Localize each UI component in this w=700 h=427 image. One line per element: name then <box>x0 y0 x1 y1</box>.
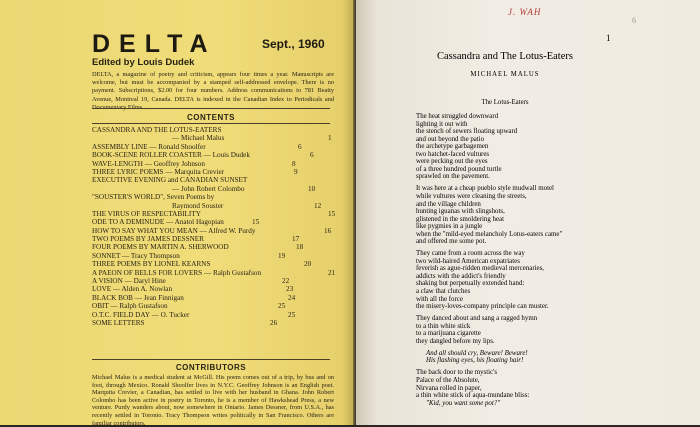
contents-item-title: HOW TO SAY WHAT YOU MEAN — Alfred W. Purdy <box>92 226 256 235</box>
poem-line: while vultures were cleaning the streets, <box>416 192 527 200</box>
poem-line: to a thin white stick <box>416 322 471 330</box>
poem-line: the archetype garbagemen <box>416 143 489 151</box>
contents-item <box>92 202 336 210</box>
poem-body <box>416 113 651 407</box>
contents-item-title: BOOK-SCENE ROLLER COASTER — Louis Dudek <box>92 151 250 160</box>
poem-line: sprawled on the pavement. <box>416 173 490 181</box>
poem-line: the stench of sewers floating upward <box>416 128 518 136</box>
contents-item-page: 20 <box>304 260 312 269</box>
contents-item-title: SOME LETTERS <box>92 318 145 327</box>
contents-item-title: THREE POEMS BY LIONEL KEARNS <box>92 260 211 269</box>
contributors-heading: CONTRIBUTORS <box>175 363 247 372</box>
divider <box>92 123 330 124</box>
contents-item-page: 19 <box>278 251 286 260</box>
contents-item-title: OBIT — Ralph Gustafson <box>92 302 168 311</box>
contents-item-page: 24 <box>288 293 296 302</box>
divider <box>92 108 330 109</box>
contents-item <box>92 126 336 134</box>
contents-item <box>92 143 336 151</box>
contents-item-page: 23 <box>286 285 294 294</box>
contents-item <box>92 151 336 159</box>
contents-item-page: 9 <box>294 167 298 176</box>
poem-line: lighting it out with <box>416 120 468 128</box>
poem-line: It was here at a cheap pueblo style mudwall motel <box>416 185 554 193</box>
contents-item-page: 16 <box>324 226 332 235</box>
contents-item-title: TWO POEMS BY JAMES DESSNER <box>92 235 204 244</box>
contents-item-title: O.T.C. FIELD DAY — O. Tucker <box>92 310 190 319</box>
poem-line: to a marijuana cigarette <box>416 330 481 338</box>
contents-item-title: ASSEMBLY LINE — Ronald Shoolfer <box>92 142 206 151</box>
poem-line: His flashing eyes, his floating hair! <box>426 357 524 365</box>
divider <box>92 359 330 360</box>
contents-item-page: 22 <box>282 277 290 286</box>
article-author: MICHAEL MALUS <box>470 71 540 78</box>
poem-line: Palace of the Absolute, <box>416 377 480 384</box>
poem-line: The back door to the mystic's <box>416 369 498 377</box>
poem-line: when the "mild-eyed melancholy Lotus-eaters came" <box>416 230 563 238</box>
contents-item <box>92 302 336 310</box>
contents-item <box>92 185 336 193</box>
contents-item-title: CASSANDRA AND THE LOTUS-EATERS <box>92 126 222 134</box>
contents-item <box>92 243 336 251</box>
page-number: 1 <box>606 33 611 43</box>
poem-line: They came from a room across the way <box>416 250 525 258</box>
poem-line: hunting iguanas with slingshots, <box>416 208 505 216</box>
contents-item <box>92 235 336 243</box>
poem-line: two wild-haired American expatriates <box>416 257 520 265</box>
contributors-text: Michael Malus is a medical student at McGill. His poem comes out of a trip, by bus and on foot, through Mexico. Ronald Shoolfer lives in N.Y.C. Geoffrey Johnson is an English poet. Marquita Crevier, a Canadian, has settled to live with her husband in Ghana. John Robert Colombo has been active in poetry in Toronto, he is a member of Hawkshead Press, a new venture. Purdy wanders about, now somewhere in Ontario. James Dessner, from U.S.A., has recently settled in Toronto. Tracy Thompson writes politically in San Francisco. Others are familiar contributors. <box>92 374 334 427</box>
contents-item <box>92 210 336 218</box>
poem-line: with all the force <box>416 295 463 303</box>
magazine-description: DELTA, a magazine of poetry and criticism, appears four times a year. Manuscripts are welcome, but must be accompanied by a stamped self-addressed envelope. There is no payment. Subscriptions, $2.00 for four numbers. Address communications to 781 Beatty Avenue, Montreal 19, Canada. DELTA is indexed in the Canadian Index to Periodicals and <box>92 71 334 103</box>
editor-line: Edited by Louis Dudek <box>92 57 195 68</box>
table-of-contents <box>92 126 336 327</box>
contents-item-page: 15 <box>252 218 260 227</box>
contents-item-title: FOUR POEMS BY MARTIN A. SHERWOOD <box>92 243 229 252</box>
contents-item-page: 25 <box>278 302 286 311</box>
contents-item-title: WAVE-LENGTH — Geoffrey Johnson <box>92 159 205 168</box>
contents-item-title: SONNET — Tracy Thompson <box>92 251 180 260</box>
contents-item-page: 17 <box>292 235 300 244</box>
contents-item <box>92 176 336 184</box>
contents-item-title: A VISION — Daryl Hine <box>92 277 166 286</box>
contents-item-title: "SOUSTER'S WORLD", Seven Poems by <box>92 193 215 202</box>
contents-heading: CONTENTS <box>187 113 235 122</box>
poem-line: of a three hundred pound turtle <box>416 165 502 173</box>
contents-item-page: 1 <box>328 134 332 143</box>
contents-item-page: 15 <box>328 209 336 218</box>
contents-item-title: THREE LYRIC POEMS — Marquita Crevier <box>92 167 225 176</box>
contents-item-title: LOVE — Alden A. Nowlan <box>92 285 173 294</box>
poem-line: were pecking out the eyes <box>416 158 488 166</box>
contents-item <box>92 227 336 235</box>
poem-line: and the village children <box>416 200 481 208</box>
contents-item-title: A PAEON OF BELLS FOR LOVERS — Ralph Gustafson <box>92 268 262 277</box>
contents-item <box>92 252 336 260</box>
contents-item <box>92 269 336 277</box>
contents-item-page: 6 <box>310 151 314 160</box>
contents-item-page: 25 <box>288 310 296 319</box>
contents-item-page: 8 <box>292 159 296 168</box>
contents-item <box>92 193 336 201</box>
contents-item <box>92 160 336 168</box>
contents-item-page: 26 <box>270 318 278 327</box>
masthead: DELTA <box>92 30 217 58</box>
poem-line: a claw that clutches <box>416 288 471 296</box>
poem-line: shaking but perpetually extended hand: <box>416 280 525 288</box>
poem-line: And all should cry, Beware! Beware! <box>426 349 528 357</box>
contents-item <box>92 285 336 293</box>
contents-item-title: THE VIRUS OF RESPECTABILITY <box>92 209 201 218</box>
poem-line: feverish as ague-ridden medieval mercenaries, <box>416 265 544 273</box>
contents-item-page: 12 <box>314 201 322 210</box>
poem-line: They danced about and sang a ragged hymn <box>416 315 538 323</box>
contents-item-page: 18 <box>296 243 304 252</box>
contents-item-title: Raymond Souster <box>172 201 224 210</box>
issue-date: Sept., 1960 <box>262 37 325 51</box>
poem-line: addicts with the addict's friendly <box>416 272 506 280</box>
contents-item-page: 6 <box>298 142 302 151</box>
handwritten-note: J. WAH <box>508 7 542 17</box>
contents-item-title: ODE TO A DEMINUDE — Anatol Hagopian <box>92 218 224 227</box>
poem-line: and out beyond the patio <box>416 135 485 143</box>
contents-item-title: EXECUTIVE EVENING and CANADIAN SUNSET <box>92 176 248 185</box>
contents-item <box>92 218 336 226</box>
poem-line: the misery-loves-company principle can muster. <box>416 303 549 311</box>
poem-line: a thin white stick of aqua-mundane bliss: <box>416 392 530 400</box>
poem-line: and offered me some pot. <box>416 238 487 246</box>
contents-item-page: 10 <box>308 184 316 193</box>
poem-line: Nirvana rolled in paper, <box>416 384 482 392</box>
contents-item <box>92 134 336 142</box>
poem-line: like pygmies in a jungle <box>416 223 483 231</box>
contents-item <box>92 277 336 285</box>
contents-item <box>92 294 336 302</box>
contents-item-title: BLACK BOB — Jean Finnigan <box>92 293 184 302</box>
contents-item-title: — John Robert Colombo <box>172 184 245 193</box>
poem-line: "Kid, you want some pot?" <box>426 399 501 407</box>
contents-item-title: — Michael Malus <box>172 134 225 143</box>
poem-line: The heat struggled downward <box>416 113 499 120</box>
contents-item <box>92 260 336 268</box>
contents-item-page: 21 <box>328 268 336 277</box>
poem-line: glistened in the smoldering heat <box>416 215 505 223</box>
article-title: Cassandra and The Lotus-Eaters <box>437 51 573 62</box>
pencil-mark: 6 <box>632 16 636 25</box>
contents-item <box>92 311 336 319</box>
poem-line: they dangled before my lips. <box>416 337 495 345</box>
poem-line: two hatchet-faced vultures <box>416 150 490 158</box>
poem-title: The Lotus-Eaters <box>481 99 529 106</box>
contents-item <box>92 168 336 176</box>
contents-item <box>92 319 336 327</box>
